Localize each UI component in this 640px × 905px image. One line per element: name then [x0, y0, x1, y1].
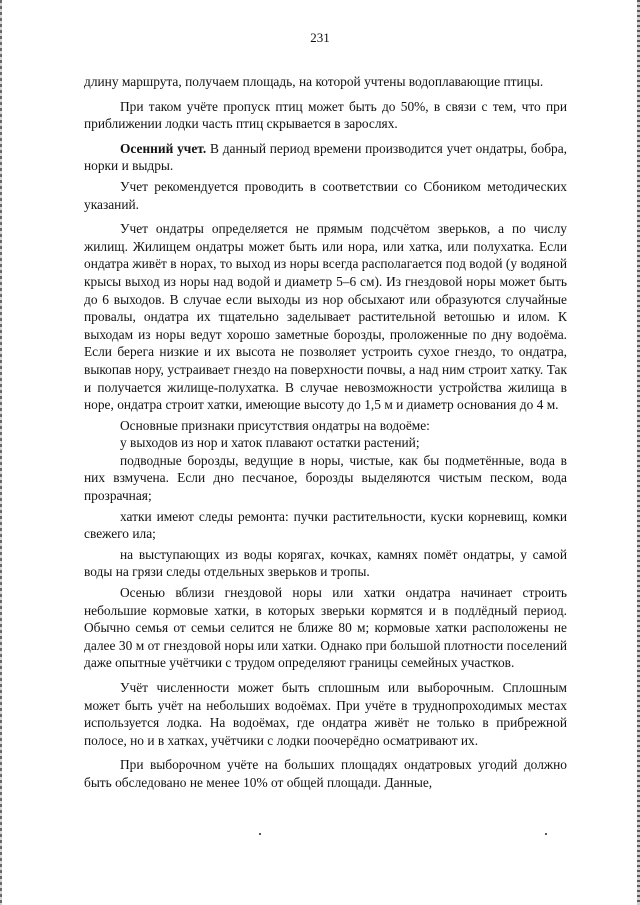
scan-edge-left — [0, 0, 2, 905]
section-paragraph-autumn — [84, 140, 567, 175]
document-body — [84, 73, 567, 792]
page-number: 231 — [310, 30, 330, 45]
scan-speck — [545, 833, 547, 835]
paragraph: Учет рекомендуется проводить в соответствии со Сбоником методических указаний. — [84, 178, 567, 212]
paragraph: При выборочном учёте на больших площадях ондатровых угодий должно быть обследовано не менее 10% от общей площади. Данные, — [84, 757, 567, 790]
paragraph: Учёт численности может быть сплошным или выборочным. Сплошным может быть учёт на небольших водоёмах. При учёте в труднопроходимых местах используется лодка. На водоёмах, где ондатра живёт не только в прибрежной полосе, но и в хатках, учётчики с лодки поочерёдно осматривают их. — [84, 680, 567, 748]
section-heading: Осенний учет. — [120, 140, 207, 156]
list-item: у выходов из нор и хаток плавают остатки растений; — [120, 435, 420, 451]
paragraph: При таком учёте пропуск птиц может быть до 50%, в связи с тем, что при приближении лодки часть птиц скрывается в зарослях. — [84, 98, 567, 132]
list-item: подводные борозды, ведущие в норы, чистые, как бы подметённые, вода в них взмучена. Если дно песчаное, борозды выделяются чистым песком, вода прозрачная; — [84, 452, 567, 504]
paragraph: Основные признаки присутствия ондатры на водоёме: — [120, 417, 430, 433]
list-item: хатки имеют следы ремонта: пучки растительности, куски корневищ, комки свежего ила; — [84, 508, 567, 542]
scan-speck — [259, 833, 261, 835]
paragraph: Осенью вблизи гнездовой норы или хатки ондатра начинает строить небольшие кормовые хатки, в которых зверьки кормятся и в подлёдный период. Обычно семья от семьи селится не ближе 80 м; кормовые хатки расположены не далее 30 м от гнездовой норы или хатки. Однако при большой плотности поселений даже опытные учётчики с трудом определяют границы семейных участков. — [84, 585, 567, 671]
section-text: В данный период времени производится учет ондатры, бобра, норки и выдры. — [84, 140, 567, 174]
paragraph: Учет ондатры определяется не прямым подсчётом зверьков, а по числу жилищ. Жилищем ондатры может быть или нора, или хатка, или полухатка. Если ондатра живёт в норах, то выход из норы всегда располагается под водой (у водяной крысы выход из норы над водой и диаметр 5–6 см). Из гнездовой норы может быть до 6 выходов. В случае если выходы из нор обсыхают или образуются случайные провалы, ондатра их тщательно заделывает растительной ветошью и илом. К выходам из норы ведут хорошо заметные борозды, проложенные по дну водоёма. Если берега низкие и их высота не позволяет устроить сухое гнездо, то ондатра, выкопав нору, устраивает гнездо на поверхности почвы, а над ним строит хатку. Так и получается жилище-полухатка. В случае невозможности устройства жилища в норе, ондатра строит хатки, имеющие высоту до 1,5 м и диаметр основания до 4 м. — [84, 221, 567, 413]
paragraph: длину маршрута, получаем площадь, на которой учтены водоплавающие птицы. — [84, 74, 544, 89]
list-item: на выступающих из воды корягах, кочках, камнях помёт ондатры, у самой воды на грязи следы отдельных зверьков и тропы. — [84, 546, 567, 580]
